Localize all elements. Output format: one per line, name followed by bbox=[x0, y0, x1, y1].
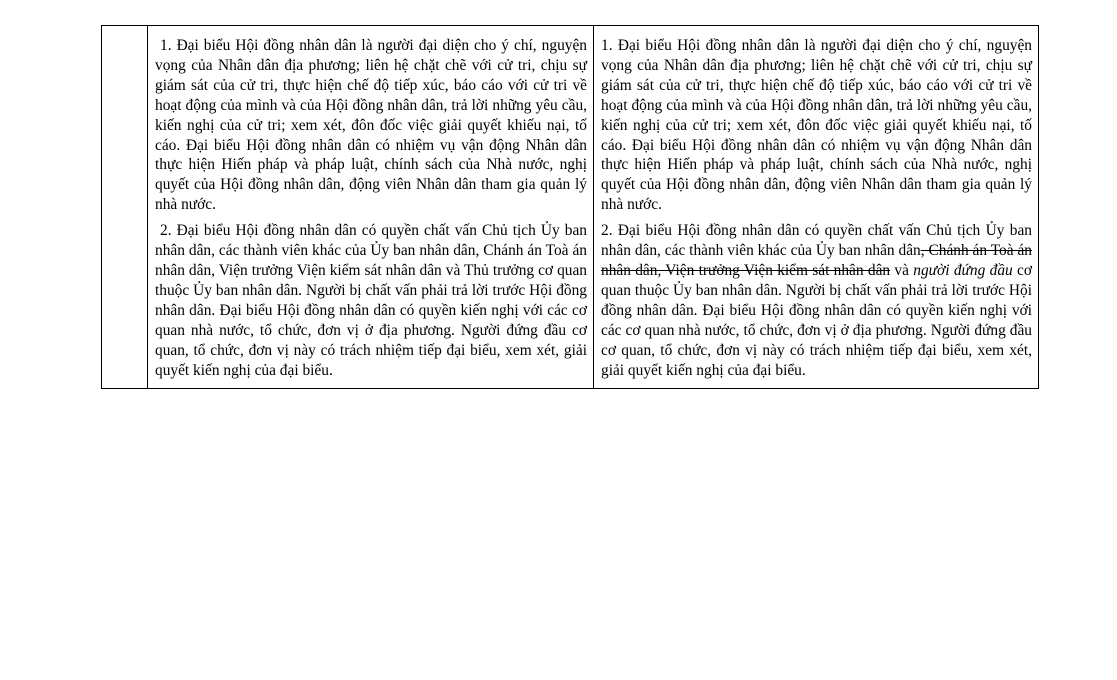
deleted-text: , Chánh án Toà án nhân dân, Viện trưởng Viện kiểm sát nhân dân bbox=[601, 242, 1032, 279]
comparison-table bbox=[101, 25, 1039, 389]
proposed-paragraph-2-text-a: 2. Đại biểu Hội đồng nhân dân có quyền chất vấn Chủ tịch Ủy ban nhân dân, các thành viên khác của Ủy ban nhân dân bbox=[601, 222, 1032, 260]
proposed-text-cell bbox=[594, 26, 1039, 389]
current-text-cell bbox=[148, 26, 594, 389]
current-paragraph-2: 2. Đại biểu Hội đồng nhân dân có quyền chất vấn Chủ tịch Ủy ban nhân dân, các thành viên khác của Ủy ban nhân dân, Chánh án Toà án nhân dân, Viện trưởng Viện kiểm sát nhân dân và Thủ trưởng cơ quan thuộc Ủy ban nhân dân. Người bị chất vấn phải trả lời trước Hội đồng nhân dân. Đại biểu Hội đồng nhân dân có quyền kiến nghị với các cơ quan nhà nước, tổ chức, đơn vị ở địa phương. Người đứng đầu cơ quan, tổ chức, đơn vị này có trách nhiệm tiếp đại biểu, xem xét, giải quyết kiến nghị của đại biểu. bbox=[155, 222, 587, 379]
proposed-paragraph-1: 1. Đại biểu Hội đồng nhân dân là người đại diện cho ý chí, nguyện vọng của Nhân dân địa phương; liên hệ chặt chẽ với cử tri, chịu sự giám sát của cử tri, thực hiện chế độ tiếp xúc, báo cáo với cử tri về hoạt động của mình và của Hội đồng nhân dân, trả lời những yêu cầu, kiến nghị của cử tri; xem xét, đôn đốc việc giải quyết khiếu nại, tố cáo. Đại biểu Hội đồng nhân dân có nhiệm vụ vận động Nhân dân thực hiện Hiến pháp và pháp luật, chính sách của Nhà nước, nghị quyết của Hội đồng nhân dân, động viên Nhân dân tham gia quản lý nhà nước. bbox=[601, 37, 1032, 214]
proposed-paragraph-2-text-c: cơ quan thuộc Ủy ban nhân dân. Người bị chất vấn phải trả lời trước Hội đồng nhân dân. Đại biểu Hội đồng nhân dân có quyền kiến nghị với các cơ quan nhà nước, tổ chức, đơn vị ở địa phương. Người đứng đầu cơ quan, tổ chức, đơn vị này có trách nhiệm tiếp đại biểu, xem xét, giải quyết kiến nghị của đại biểu. bbox=[601, 261, 1032, 379]
index-cell bbox=[102, 26, 148, 389]
inserted-text: người đứng đầu bbox=[913, 261, 1013, 279]
proposed-paragraph-2 bbox=[601, 221, 1032, 380]
table-row bbox=[102, 26, 1039, 389]
proposed-paragraph-2-text-b: và bbox=[890, 261, 914, 279]
current-paragraph-1: 1. Đại biểu Hội đồng nhân dân là người đại diện cho ý chí, nguyện vọng của Nhân dân địa phương; liên hệ chặt chẽ với cử tri, chịu sự giám sát của cử tri, thực hiện chế độ tiếp xúc, báo cáo với cử tri về hoạt động của mình và của Hội đồng nhân dân, trả lời những yêu cầu, kiến nghị của cử tri; xem xét, đôn đốc việc giải quyết khiếu nại, tố cáo. Đại biểu Hội đồng nhân dân có nhiệm vụ vận động Nhân dân thực hiện Hiến pháp và pháp luật, chính sách của Nhà nước, nghị quyết của Hội đồng nhân dân, động viên Nhân dân tham gia quản lý nhà nước. bbox=[155, 37, 587, 214]
